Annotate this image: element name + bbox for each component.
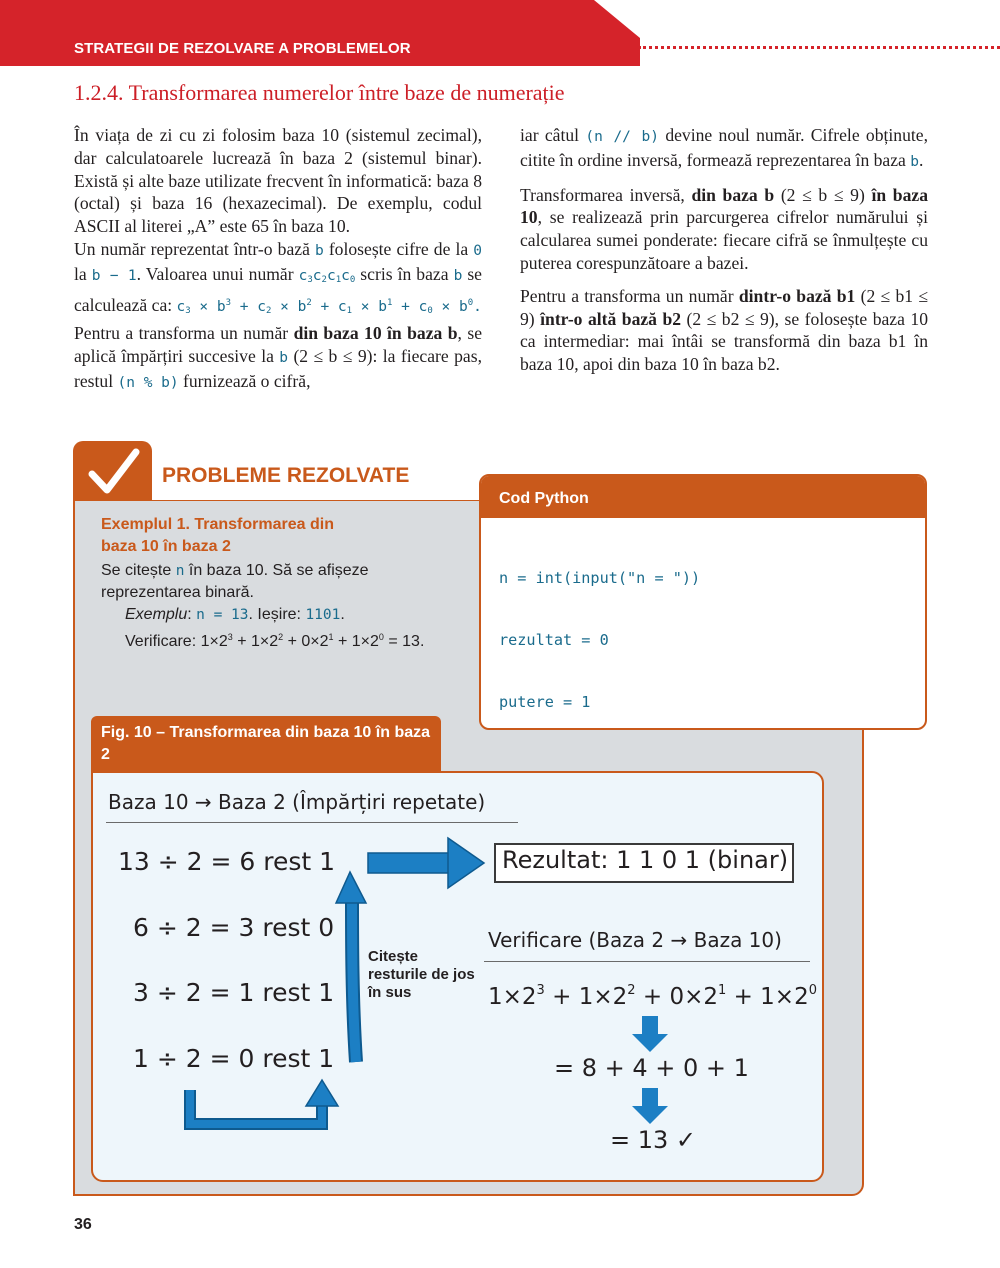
code-line: rezultat = 0 (499, 630, 609, 649)
division-step: 6 ÷ 2 = 3 rest 0 (133, 913, 335, 942)
division-step: 1 ÷ 2 = 0 rest 1 (133, 1044, 335, 1073)
checkmark-icon (88, 446, 140, 498)
verification-sum: = 8 + 4 + 0 + 1 (554, 1054, 749, 1082)
read-remainders-note: Citește resturile de jos în sus (368, 948, 475, 1001)
paragraph-quotient: iar câtul (n // b) devine noul număr. Cifrele obținute, citite în ordine inversă, formează reprezentarea în baza b. (520, 125, 928, 170)
right-column (520, 124, 928, 376)
verification-formula: $1\times 2^3 + 1\times 2^2 + 0\times 2^1 + 1\times 2^0$ (488, 983, 817, 1010)
division-step: 13 ÷ 2 = 6 rest 1 (118, 847, 336, 876)
left-column (74, 124, 482, 395)
number-notation: $c_3c_2c_1c_0$ (298, 267, 356, 285)
code-line: n = int(input("n = ")) (499, 569, 701, 588)
code-body (481, 518, 925, 730)
figure-heading-underline (106, 822, 518, 823)
code-line: putere = 1 (499, 692, 591, 711)
header-dotted-line (638, 46, 1000, 49)
example-statement: Se citește n în baza 10. Să se afișeze reprezentarea binară. (101, 562, 369, 601)
example-verification: Verificare: $1\times 2^3 + 1\times 2^2 + 0\times 2^1 + 1\times 2^0 = 13$. (125, 632, 425, 650)
section-title: 1.2.4. Transformarea numerelor între baze de numerație (74, 80, 565, 105)
result-text: Rezultat: 1 1 0 1 (binar) (502, 846, 789, 874)
example-io: Exemplu: n = 13. Ieșire: 1101. (125, 606, 345, 623)
example-title: Exemplul 1. Transformarea din baza 10 în baza 2 (101, 516, 334, 555)
figure-label: Fig. 10 – Transformarea din baza 10 în baza 2 (101, 724, 431, 763)
paragraph-inverse: Transformarea inversă, din baza b (2 ≤ b ≤ 9) în baza 10, se realizează prin parcurgerea cifrelor numărului și calcularea sumei ponderate: fiecare cifră se înmulțește cu puterea corespunzătoare a bazei. (520, 184, 928, 273)
figure-heading: Baza 10 → Baza 2 (Împărțiri repetate) (108, 790, 486, 814)
problems-title: PROBLEME REZOLVATE (162, 464, 410, 487)
value-formula: $c_3 \times b^3 + c_2 \times b^2 + c_1 \times b^1 + c_0 \times b^0$. (176, 297, 482, 316)
verification-heading: Verificare (Baza 2 → Baza 10) (488, 928, 782, 952)
code-title: Cod Python (481, 476, 925, 518)
verification-final: = 13 ✓ (610, 1126, 697, 1154)
paragraph-intermediate: Pentru a transforma un număr dintr-o bază b1 (2 ≤ b1 ≤ 9) într-o altă bază b2 (2 ≤ b2 ≤ 9), se folosește baza 10 ca intermediar: mai întâi se transformă din baza b1 în baza 10, apoi din baza 10 în baza b2. (520, 285, 928, 375)
division-step: 3 ÷ 2 = 1 rest 1 (133, 978, 335, 1007)
example-text (101, 560, 461, 653)
code-box (479, 474, 927, 730)
paragraph-intro: În viața de zi cu zi folosim baza 10 (sistemul zecimal), dar calculatoarele lucrează în baza 2 (sistemul binar). Există și alte baze utilizate frecvent în informatică: baza 8 (octal) și baza 16 (hexazecimal). De exemplu, codul ASCII al literei „A” este 65 în baza 10. (74, 125, 482, 237)
paragraph-digits: Un număr reprezentat într-o bază b folosește cifre de la 0 la b − 1. Valoarea unui număr $c_3c_2c_1c_0$ scris în baza b se calculează ca: $c_3 \times b^3 + c_2 \times b^2 + c_1 \times b^1 + c_0 \times b^0$. (74, 238, 482, 316)
verification-underline (484, 961, 810, 962)
header-title: STRATEGII DE REZOLVARE A PROBLEMELOR (74, 40, 411, 57)
page-number: 36 (74, 1216, 92, 1233)
paragraph-division: Pentru a transforma un număr din baza 10 în baza b, se aplică împărțiri succesive la b (2 ≤ b ≤ 9): la fiecare pas, restul (n % b) furnizează o cifră, (74, 323, 482, 391)
